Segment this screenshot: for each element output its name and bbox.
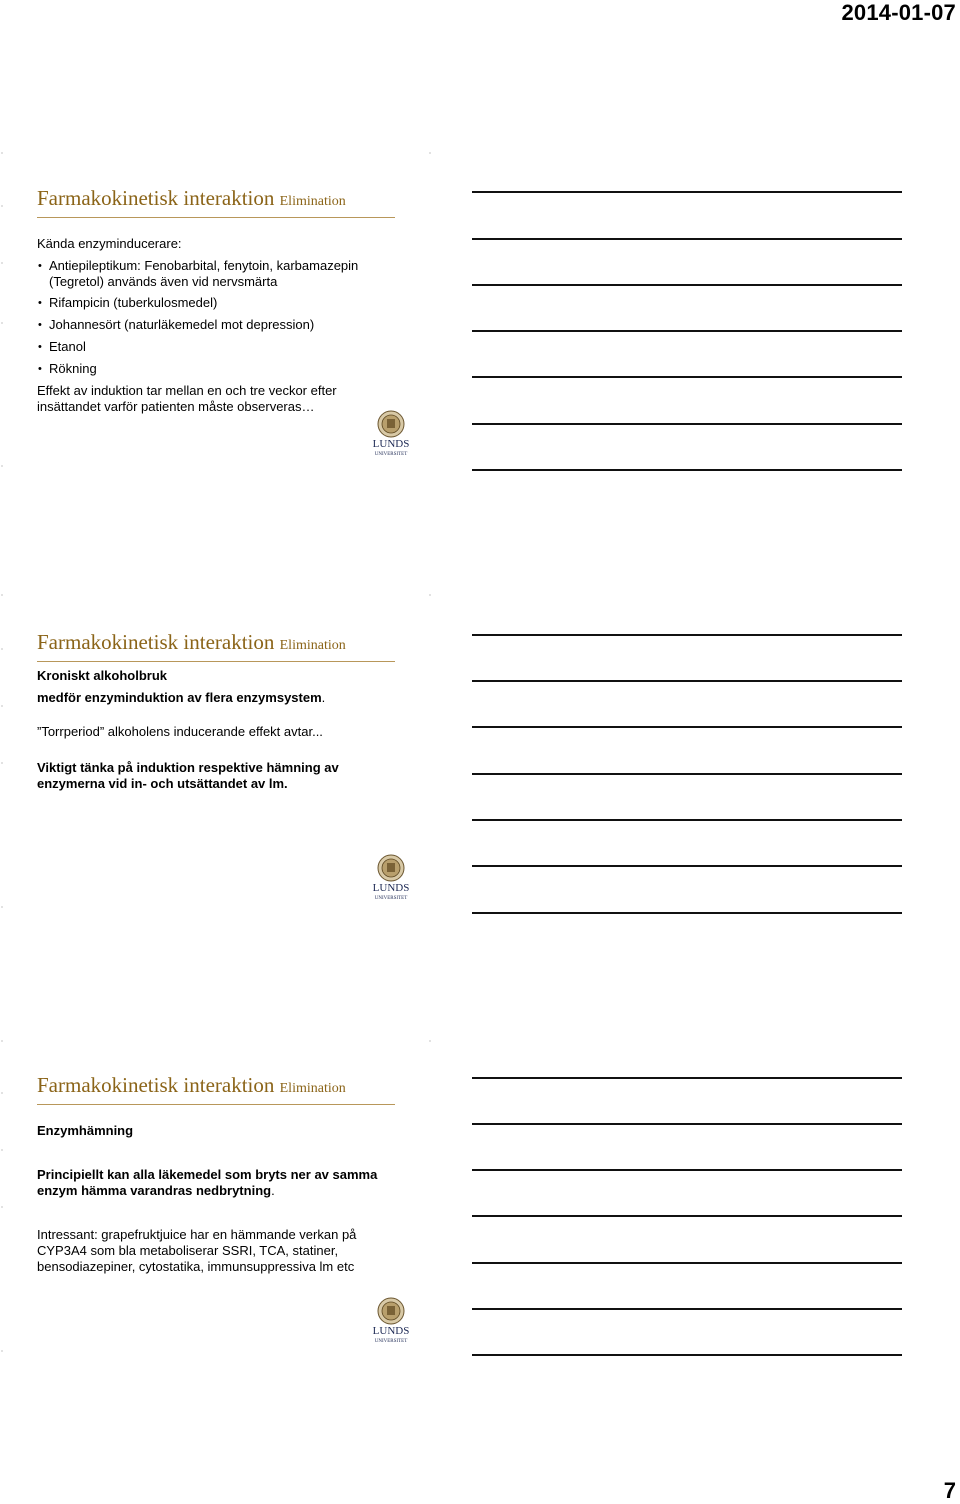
lund-seal-icon — [368, 410, 414, 458]
list-item: • Rifampicin (tuberkulosmedel) — [37, 295, 397, 311]
notes-lines — [472, 0, 902, 1504]
logo-name-line1: LUNDS — [372, 882, 410, 894]
note-line — [472, 191, 902, 193]
university-logo — [368, 1297, 414, 1345]
slide-title-sub: Elimination — [279, 194, 346, 209]
note-line — [472, 238, 902, 240]
note-line — [472, 726, 902, 728]
note-line — [472, 1215, 902, 1217]
university-logo — [368, 410, 414, 458]
university-logo — [368, 854, 414, 902]
note-line — [472, 469, 902, 471]
heading-text: Kroniskt alkoholbruk — [37, 668, 168, 683]
list-item: • Johannesört (naturläkemedel mot depression) — [37, 317, 397, 333]
lund-seal-icon — [368, 854, 414, 902]
body-text — [37, 690, 397, 706]
note-line — [472, 865, 902, 867]
note-line — [472, 680, 902, 682]
lund-seal-icon — [368, 1297, 414, 1345]
title-rule — [37, 661, 395, 662]
logo-name-line2: UNIVERSITET — [374, 452, 408, 457]
page-number: 7 — [943, 1478, 956, 1503]
body-text — [37, 1167, 392, 1199]
list-item: • Etanol — [37, 339, 397, 355]
note-line — [472, 1123, 902, 1125]
note-line — [472, 773, 902, 775]
body-text-bold: medför enzyminduktion av flera enzymsystem — [37, 690, 322, 705]
slide-title — [37, 630, 346, 655]
list-item: • Rökning — [37, 361, 397, 377]
body-text-tail: . — [271, 1183, 275, 1198]
logo-name-line2: UNIVERSITET — [374, 1339, 408, 1344]
body-text: Intressant: grapefruktjuice har en hämmande verkan på CYP3A4 som bla metaboliserar SSRI, TCA, statiner, bensodiazepiner, cytostatika, immunsuppressiva lm etc — [37, 1227, 357, 1274]
body-text-tail: . — [321, 690, 326, 705]
body-text: ”Torrperiod” alkoholens inducerande effekt avtar... — [37, 724, 323, 739]
list-item: • Antiepileptikum: Fenobarbital, fenytoin, karbamazepin (Tegretol) används även vid nervsmärta — [37, 258, 384, 290]
intro-text: Kända enzyminducerare: — [37, 236, 182, 251]
heading-text: Enzymhämning — [37, 1123, 134, 1138]
logo-name-line1: LUNDS — [372, 1325, 410, 1337]
body-text: Viktigt tänka på induktion respektive hämning av enzymerna vid in- och utsättandet av lm. — [37, 760, 339, 791]
slide-title-main: Farmakokinetisk interaktion — [37, 630, 275, 654]
note-line — [472, 1169, 902, 1171]
note-line — [472, 330, 902, 332]
slide-title-main: Farmakokinetisk interaktion — [37, 186, 275, 210]
body-text-bold: Principiellt kan alla läkemedel som bryts ner av samma enzym hämma varandras nedbrytning — [37, 1167, 378, 1198]
note-line — [472, 634, 902, 636]
slide-title-sub: Elimination — [279, 638, 346, 653]
document-date: 2014-01-07 — [841, 0, 956, 25]
slide-1 — [30, 186, 410, 496]
outro-text: Effekt av induktion tar mellan en och tre veckor efter insättandet varför patienten måste observeras… — [37, 383, 337, 414]
slide-title — [37, 1073, 346, 1098]
slide-content — [37, 668, 397, 792]
title-rule — [37, 217, 395, 218]
slide-title — [37, 186, 346, 211]
title-rule — [37, 1104, 395, 1105]
note-line — [472, 1308, 902, 1310]
note-line — [472, 1262, 902, 1264]
logo-name-line1: LUNDS — [372, 438, 410, 450]
margin-dots — [0, 0, 6, 1504]
slide-title-main: Farmakokinetisk interaktion — [37, 1073, 275, 1097]
note-line — [472, 423, 902, 425]
note-line — [472, 376, 902, 378]
note-line — [472, 1077, 902, 1079]
logo-name-line2: UNIVERSITET — [374, 896, 408, 901]
slide-3 — [30, 1073, 410, 1383]
note-line — [472, 819, 902, 821]
slide-content — [37, 236, 397, 415]
slide-content — [37, 1123, 397, 1275]
note-line — [472, 284, 902, 286]
note-line — [472, 912, 902, 914]
margin-dots-mid — [428, 0, 434, 1504]
slide-2 — [30, 630, 410, 940]
slide-title-sub: Elimination — [279, 1081, 346, 1096]
note-line — [472, 1354, 902, 1356]
